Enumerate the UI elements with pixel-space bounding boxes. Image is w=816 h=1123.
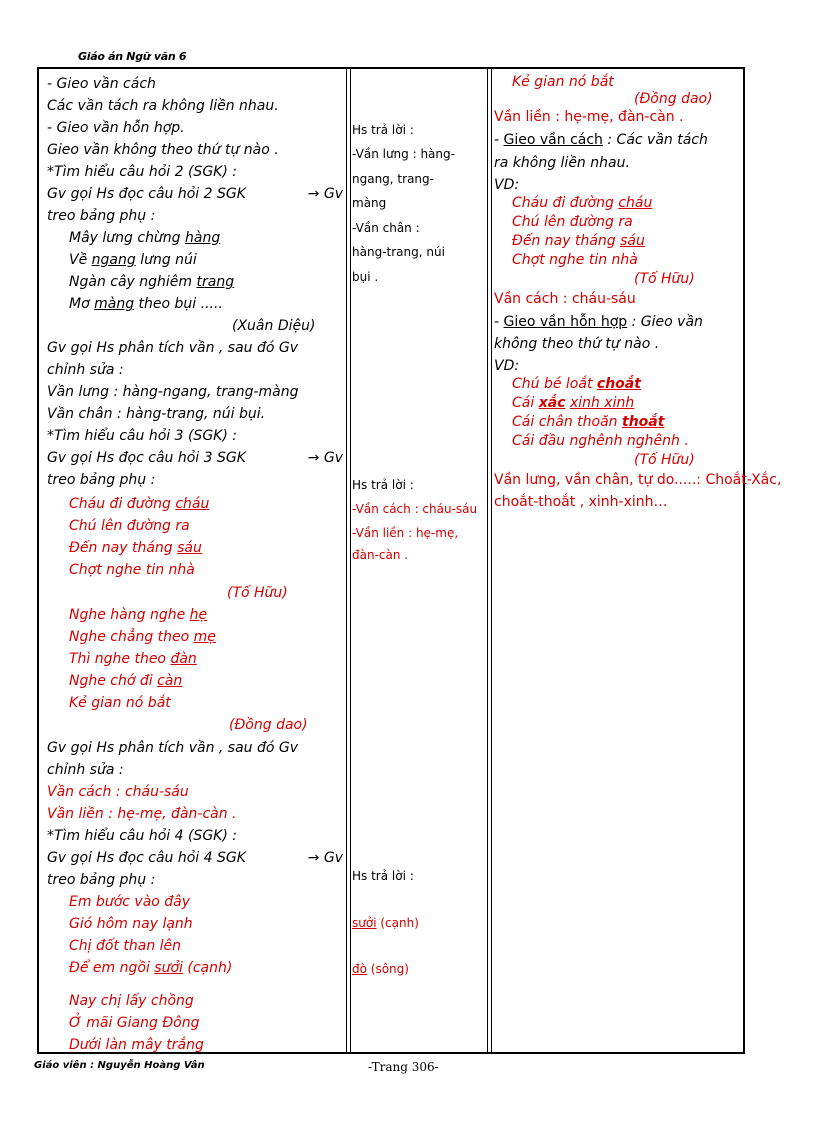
text-line: VD:	[494, 358, 520, 374]
text-line: treo bảng phụ :	[47, 872, 156, 888]
text-line: Gv gọi Hs phân tích vần , sau đó Gv	[47, 340, 299, 356]
lesson-table	[37, 67, 782, 1054]
text-line: treo bảng phụ :	[47, 472, 156, 488]
text-line: *Tìm hiểu câu hỏi 2 (SGK) :	[47, 164, 237, 180]
text-line: không theo thứ tự nào .	[494, 336, 660, 352]
footer-teacher: Giáo viên : Nguyễn Hoàng Vân	[34, 1060, 205, 1071]
text-span: Gv gọi Hs đọc câu hỏi 3 SGK	[47, 450, 246, 466]
text-line: -Vần cách : cháu-sáu	[352, 502, 478, 516]
text-line: choắt-thoắt , xinh-xinh…	[494, 494, 668, 510]
text-span: Gv	[323, 850, 343, 866]
poem-line: Thì nghe theo đàn	[69, 651, 197, 667]
text-line: ra không liền nhau.	[494, 155, 630, 171]
poem-line: Chú lên đường ra	[512, 214, 633, 230]
text-line	[47, 448, 343, 468]
poem-line: Mơ màng theo bụi .....	[69, 296, 223, 312]
text-line: hàng-trang, núi	[352, 245, 445, 259]
text-line: treo bảng phụ :	[47, 208, 156, 224]
poem-author: (Tố Hữu)	[634, 271, 695, 287]
arrow-icon: →	[307, 186, 320, 202]
page-number: -Trang 306-	[368, 1060, 439, 1074]
text-line: -Vần lưng : hàng-	[352, 147, 455, 161]
text-line: VD:	[494, 177, 520, 193]
text-line: ngang, trang-	[352, 172, 434, 186]
text-line: - Gieo vần hỗn hợp.	[47, 120, 185, 136]
poem-line: Nghe chớ đi càn	[69, 673, 183, 689]
text-line: *Tìm hiểu câu hỏi 3 (SGK) :	[47, 428, 237, 444]
poem-line: Cháu đi đường cháu	[69, 496, 210, 512]
text-span	[308, 448, 343, 468]
text-span: Gv	[323, 450, 343, 466]
text-line: Vần cách : cháu-sáu	[47, 784, 189, 800]
text-line: Kẻ gian nó bắt	[512, 74, 614, 90]
text-line: *Tìm hiểu câu hỏi 4 (SGK) :	[47, 828, 237, 844]
poem-line: Chú bé loắt choắt	[512, 376, 641, 392]
text-span	[308, 184, 343, 204]
text-line: đò (sông)	[352, 962, 409, 976]
lesson-content-column	[494, 69, 782, 1052]
poem-line: Kẻ gian nó bắt	[69, 695, 171, 711]
column-divider	[491, 69, 492, 1052]
text-line: Vần cách : cháu-sáu	[494, 291, 636, 307]
poem-line: Về ngang lưng núi	[69, 252, 197, 268]
poem-line: Cháu đi đường cháu	[512, 195, 653, 211]
poem-line: Gió hôm nay lạnh	[69, 916, 193, 932]
poem-line: Để em ngồi sưởi (cạnh)	[69, 960, 233, 976]
text-line: màng	[352, 196, 387, 210]
poem-author: (Đồng dao)	[229, 717, 308, 733]
poem-line: Ở mãi Giang Đông	[69, 1015, 200, 1031]
column-divider	[346, 69, 347, 1052]
poem-author: (Tố Hữu)	[634, 452, 695, 468]
text-span: Gv	[323, 186, 343, 202]
arrow-icon: →	[307, 450, 320, 466]
text-line: Vần chân : hàng-trang, núi bụi.	[47, 406, 266, 422]
text-line: chỉnh sửa :	[47, 362, 124, 378]
poem-line: Chợt nghe tin nhà	[69, 562, 195, 578]
text-line: Gieo vần không theo thứ tự nào .	[47, 142, 279, 158]
text-line: Vần lưng : hàng-ngang, trang-màng	[47, 384, 299, 400]
poem-line: Cái đầu nghênh nghênh .	[512, 433, 689, 449]
text-line: Vần liền : hẹ-mẹ, đàn-càn .	[47, 806, 237, 822]
text-span	[308, 848, 343, 868]
text-line: - Gieo vần cách	[47, 76, 156, 92]
text-line: đàn-càn .	[352, 548, 409, 562]
text-line	[47, 184, 343, 204]
poem-line: Nghe chẳng theo mẹ	[69, 629, 216, 645]
column-divider	[350, 69, 351, 1052]
text-line: -Vần liền : hẹ-mẹ,	[352, 526, 459, 540]
poem-line: Mây lưng chừng hàng	[69, 230, 221, 246]
poem-line: Nay chị lấy chồng	[69, 993, 194, 1009]
poem-line: Ngàn cây nghiêm trang	[69, 274, 235, 290]
text-line: - Gieo vần hỗn hợp : Gieo vần	[494, 314, 703, 330]
text-line: Các vần tách ra không liền nhau.	[47, 98, 279, 114]
poem-author: (Tố Hữu)	[227, 585, 288, 601]
poem-line: Đến nay tháng sáu	[512, 233, 645, 249]
student-activity-column	[352, 69, 486, 1052]
text-line: Vần lưng, vần chân, tự do.....: Choắt-Xắc,	[494, 472, 782, 488]
header-title: Giáo án Ngữ văn 6	[78, 50, 187, 63]
text-line: Hs trả lời :	[352, 869, 414, 883]
text-line: sưởi (cạnh)	[352, 916, 419, 930]
arrow-icon: →	[307, 850, 320, 866]
text-line: Vần liền : hẹ-mẹ, đàn-càn .	[494, 109, 684, 125]
text-line: Hs trả lời :	[352, 123, 414, 137]
poem-line: Dưới làn mây trắng	[69, 1037, 204, 1053]
text-line	[47, 848, 343, 868]
text-line: - Gieo vần cách : Các vần tách	[494, 132, 708, 148]
poem-line: Cái xắc xinh xinh	[512, 395, 635, 411]
text-line: chỉnh sửa :	[47, 762, 124, 778]
text-span: Gv gọi Hs đọc câu hỏi 2 SGK	[47, 186, 246, 202]
text-line: Gv gọi Hs phân tích vần , sau đó Gv	[47, 740, 299, 756]
column-divider	[487, 69, 488, 1052]
teacher-activity-column	[47, 69, 343, 1052]
poem-line: Đến nay tháng sáu	[69, 540, 202, 556]
poem-author: (Xuân Diệu)	[232, 318, 316, 334]
text-span: Gv gọi Hs đọc câu hỏi 4 SGK	[47, 850, 246, 866]
poem-line: Chị đốt than lên	[69, 938, 182, 954]
text-line: Hs trả lời :	[352, 478, 414, 492]
poem-line: Em bước vào đây	[69, 894, 191, 910]
text-line: bụi .	[352, 270, 379, 284]
poem-line: Nghe hàng nghe hẹ	[69, 607, 208, 623]
poem-line: Chợt nghe tin nhà	[512, 252, 638, 268]
text-line: -Vần chân :	[352, 221, 420, 235]
poem-line: Cái chân thoăn thoắt	[512, 414, 665, 430]
poem-line: Chú lên đường ra	[69, 518, 190, 534]
poem-author: (Đồng dao)	[634, 91, 713, 107]
